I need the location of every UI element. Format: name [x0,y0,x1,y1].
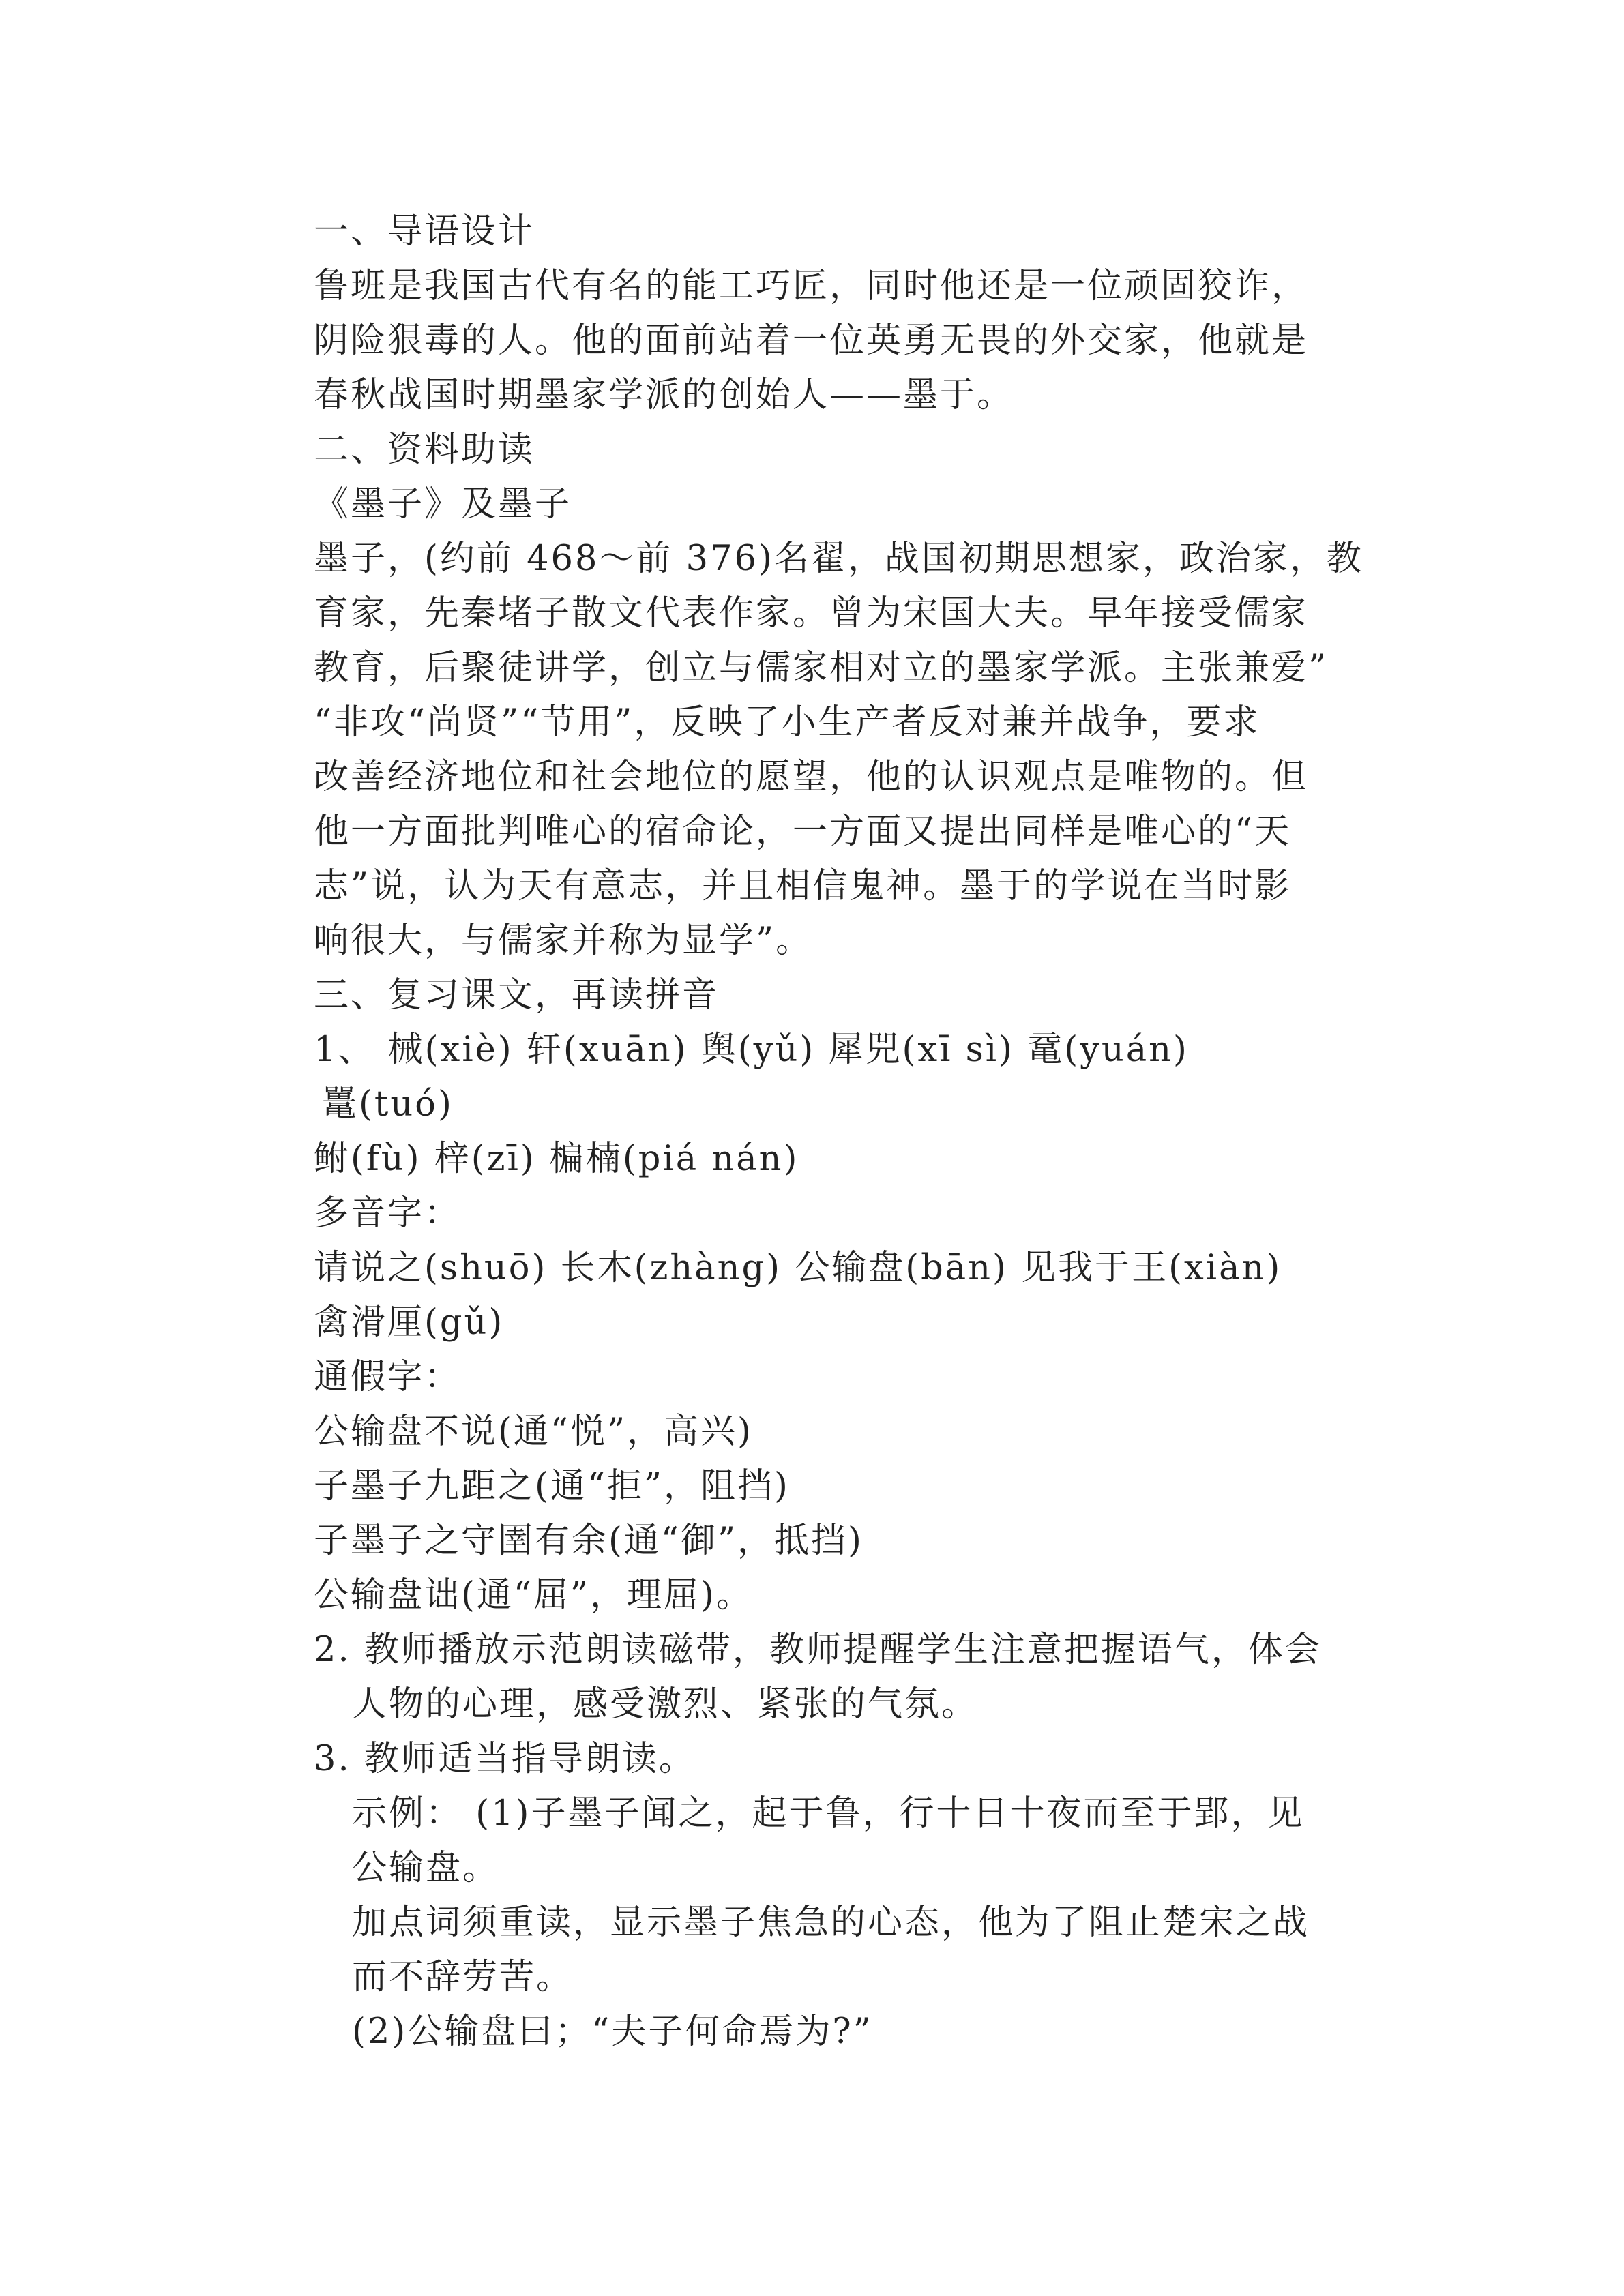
numbered-item-continuation: 人物的心理，感受激烈、紧张的气氛。 [352,1684,979,1725]
section-heading-intro: 一、导语设计 [314,211,535,252]
subheading-loan-characters: 通假字： [314,1357,462,1397]
paragraph-line: 春秋战国时期墨家学派的创始人——墨于。 [314,375,1014,415]
pinyin-line: 鲋(fù) 梓(zī) 楄楠(piá nán) [314,1139,799,1179]
subheading-polyphonic: 多音字： [314,1193,462,1234]
paragraph-line: 墨子，(约前 468～前 376)名翟，战国初期思想家，政治家，教 [314,539,1363,579]
pinyin-line: 禽滑厘(gǔ) [314,1302,505,1343]
document-body [314,205,1391,2059]
example-line: (2)公输盘曰；“夫子何命焉为?” [352,2012,873,2052]
loan-character-line: 子墨子之守圉有余(通“御”，抵挡) [314,1521,863,1561]
loan-character-line: 公输盘不说(通“悦”，高兴) [314,1412,753,1452]
pinyin-line: 1、 械(xiè) 轩(xuān) 舆(yǔ) 犀兕(xī sì) 鼋(yuán) [314,1030,1189,1070]
numbered-item: 2. 教师播放示范朗读磁带，教师提醒学生注意把握语气，体会 [314,1630,1322,1670]
paragraph-line: 育家，先秦堵子散文代表作家。曾为宋国大夫。早年接受儒家 [314,593,1309,633]
example-line: 公输盘。 [352,1848,500,1888]
paragraph-line: 他一方面批判唯心的宿命论，一方面又提出同样是唯心的“天 [314,811,1292,852]
paragraph-line: 阴险狠毒的人。他的面前站着一位英勇无畏的外交家，他就是 [314,320,1309,361]
numbered-item: 3. 教师适当指导朗读。 [314,1739,696,1779]
paragraph-line: “非攻“尚贤”“节用”，反映了小生产者反对兼并战争，要求 [314,702,1260,743]
example-line: 示例： (1)子墨子闻之，起于鲁，行十日十夜而至于郢，见 [352,1793,1305,1834]
paragraph-line: 改善经济地位和社会地位的愿望，他的认识观点是唯物的。但 [314,757,1309,797]
pinyin-line: 请说之(shuō) 长木(zhàng) 公输盘(bān) 见我于王(xiàn) [314,1248,1282,1288]
loan-character-line: 公输盘诎(通“屈”，理屈)。 [314,1575,753,1615]
paragraph-line: 响很大，与儒家并称为显学”。 [314,921,813,961]
paragraph-line: 教育，后聚徒讲学，创立与儒家相对立的墨家学派。主张兼爱” [314,648,1329,688]
subheading-mozi: 《墨子》及墨子 [314,484,572,524]
pinyin-line: 鼍(tuó) [322,1084,454,1124]
paragraph-line: 志”说，认为天有意志，并且相信鬼神。墨于的学说在当时影 [314,866,1292,906]
section-heading-materials: 二、资料助读 [314,430,535,470]
example-line: 而不辞劳苦。 [352,1957,574,1997]
section-heading-review: 三、复习课文，再读拼音 [314,975,720,1015]
loan-character-line: 子墨子九距之(通“拒”，阻挡) [314,1466,790,1506]
paragraph-line: 鲁班是我国古代有名的能工巧匠，同时他还是一位顽固狡诈， [314,266,1309,306]
example-line: 加点词须重读，显示墨子焦急的心态，他为了阻止楚宋之战 [352,1903,1310,1943]
